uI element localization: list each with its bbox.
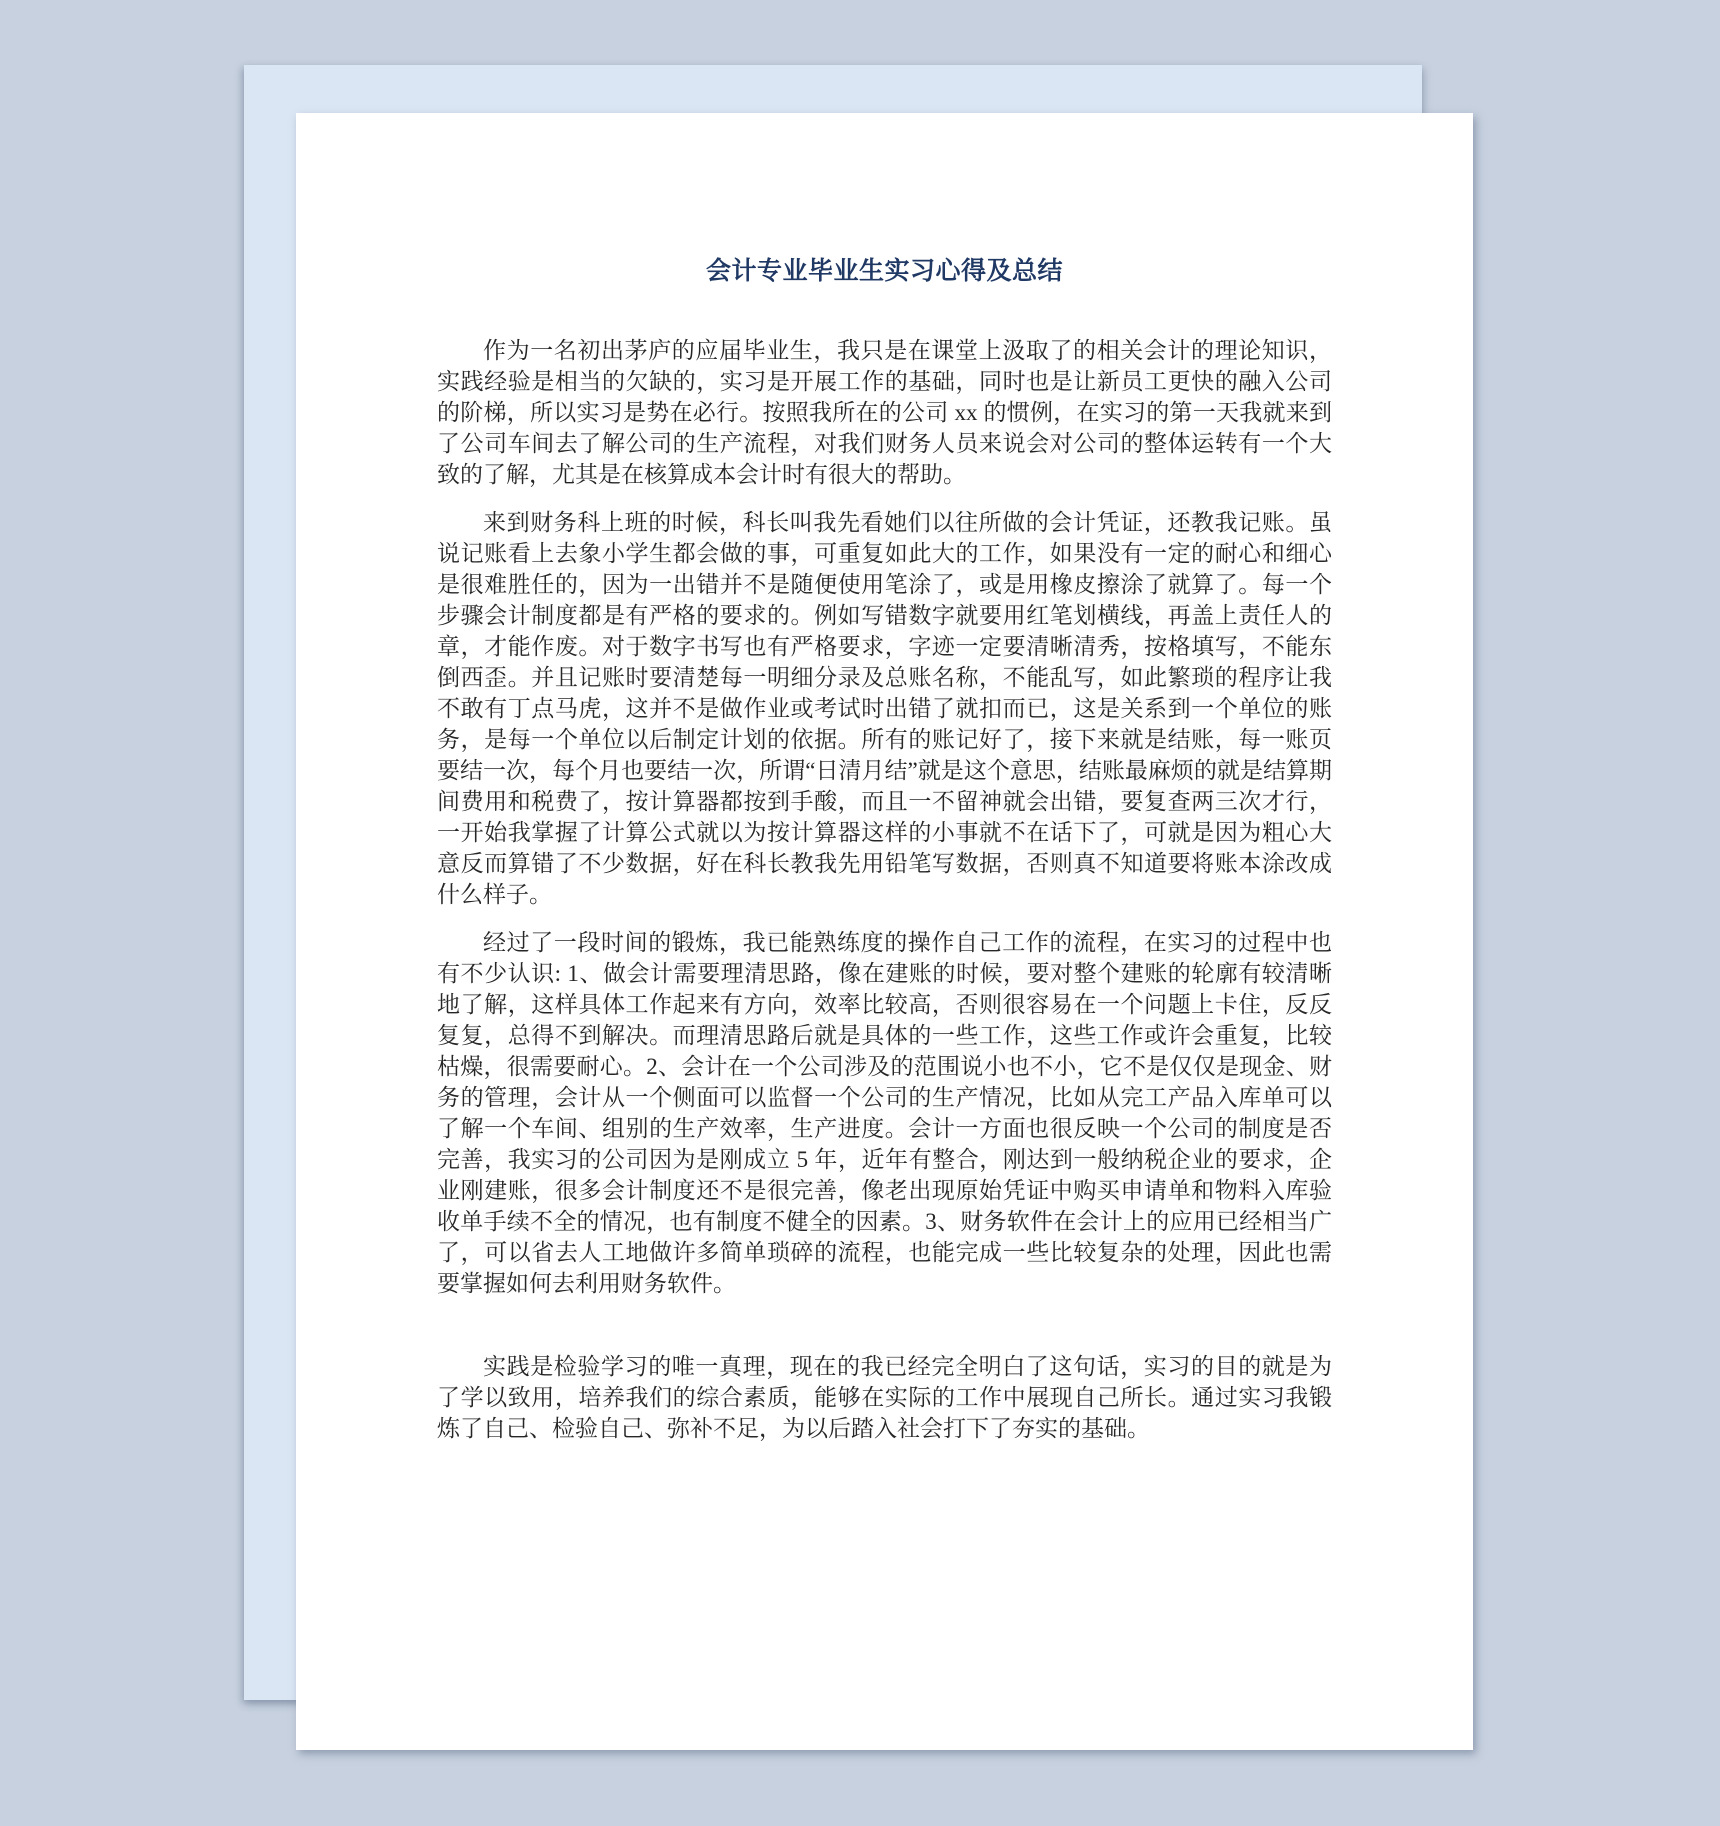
paragraph-bookkeeping-experience: 来到财务科上班的时候，科长叫我先看她们以往所做的会计凭证，还教我记账。虽说记账看上去象小学生都会做的事，可重复如此大的工作，如果没有一定的耐心和细心是很难胜任的，因为一出错并不是随便使用笔涂了，或是用橡皮擦涂了就算了。每一个步骤会计制度都是有严格的要求的。例如写错数字就要用红笔划横线，再盖上责任人的章，才能作废。对于数字书写也有严格要求，字迹一定要清晰清秀，按格填写，不能东倒西歪。并且记账时要清楚每一明细分录及总账名称，不能乱写，如此繁琐的程序让我不敢有丁点马虎，这并不是做作业或考试时出错了就扣而已，这是关系到一个单位的账务，是每一个单位以后制定计划的依据。所有的账记好了，接下来就是结账，每一账页要结一次，每个月也要结一次，所谓“日清月结”就是这个意思，结账最麻烦的就是结算期间费用和税费了，按计算器都按到手酸，而且一不留神就会出错，要复查两三次才行，一开始我掌握了计算公式就以为按计算器这样的小事就不在话下了，可就是因为粗心大意反而算错了不少数据，好在科长教我先用铅笔写数据，否则真不知道要将账本涂改成什么样子。	[437, 510, 1332, 907]
paragraph-intro: 作为一名初出茅庐的应届毕业生，我只是在课堂上汲取了的相关会计的理论知识，实践经验是相当的欠缺的，实习是开展工作的基础，同时也是让新员工更快的融入公司的阶梯，所以实习是势在必行。按照我所在的公司 xx 的惯例，在实习的第一天我就来到了公司车间去了解公司的生产流程，对我们财务人员来说会对公司的整体运转有一个大致的了解，尤其是在核算成本会计时有很大的帮助。	[437, 338, 1332, 487]
paragraph-conclusion: 实践是检验学习的唯一真理，现在的我已经完全明白了这句话，实习的目的就是为了学以致用，培养我们的综合素质，能够在实际的工作中展现自己所长。通过实习我锻炼了自己、检验自己、弥补不足，为以后踏入社会打下了夯实的基础。	[437, 1354, 1332, 1441]
document-title: 会计专业毕业生实习心得及总结	[705, 258, 1063, 285]
document-page	[296, 113, 1473, 1750]
paragraph-lessons-learned: 经过了一段时间的锻炼，我已能熟练度的操作自己工作的流程，在实习的过程中也有不少认识: 1、做会计需要理清思路，像在建账的时候，要对整个建账的轮廓有较清晰地了解，这样具体工作起来有方向，效率比较高，否则很容易在一个问题上卡住，反反复复，总得不到解决。而理清思路后就是具体的一些工作，这些工作或许会重复，比较枯燥，很需要耐心。2、会计在一个公司涉及的范围说小也不小，它不是仅仅是现金、财务的管理，会计从一个侧面可以监督一个公司的生产情况，比如从完工产品入库单可以了解一个车间、组别的生产效率，生产进度。会计一方面也很反映一个公司的制度是否完善，我实习的公司因为是刚成立 5 年，近年有整合，刚达到一般纳税企业的要求，企业刚建账，很多会计制度还不是很完善，像老出现原始凭证中购买申请单和物料入库验收单手续不全的情况，也有制度不健全的因素。3、财务软件在会计上的应用已经相当广了，可以省去人工地做许多简单琐碎的流程，也能完成一些比较复杂的处理，因此也需要掌握如何去利用财务软件。	[437, 930, 1332, 1296]
